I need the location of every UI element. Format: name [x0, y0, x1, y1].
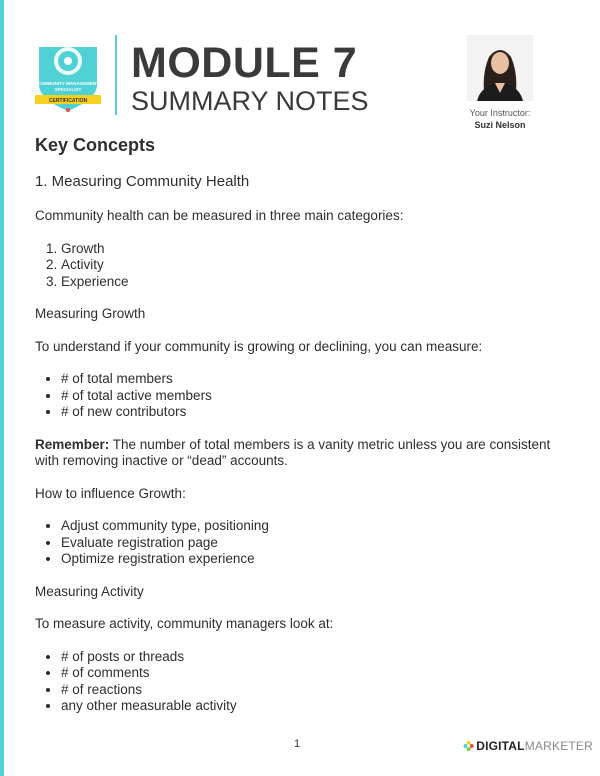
list-item: • # of new contributors [61, 404, 575, 421]
brand-marketer: MARKETER [524, 739, 593, 753]
flower-icon [463, 735, 474, 757]
list-item: 1. Growth [61, 241, 575, 258]
digital-marketer-logo [463, 733, 593, 759]
list-item: • # of total active members [61, 388, 575, 405]
instructor-label: Your Instructor: [469, 108, 531, 118]
brand-digital: DIGITAL [476, 739, 525, 753]
badge-ribbon-text: CERTIFICATION [48, 98, 88, 104]
growth-metrics-list [35, 371, 575, 421]
module-title: MODULE 7 [131, 39, 358, 87]
influence-list [35, 518, 575, 568]
page-number: 1 [294, 738, 301, 750]
accent-stripe [0, 0, 4, 776]
growth-heading: Measuring Growth [35, 306, 146, 321]
instructor-photo [467, 35, 533, 101]
remember-note [35, 437, 575, 470]
activity-metrics-list [35, 649, 575, 715]
summary-content [35, 134, 575, 731]
certification-badge-logo [33, 33, 103, 117]
header-divider [115, 35, 117, 115]
list-item: • # of posts or threads [61, 649, 575, 666]
list-item: • Optimize registration experience [61, 551, 575, 568]
list-item: 3. Experience [61, 274, 575, 291]
influence-heading: How to influence Growth: [35, 485, 186, 501]
list-item: • Evaluate registration page [61, 535, 575, 552]
list-item: • Adjust community type, positioning [61, 518, 575, 535]
remember-label: Remember: [35, 436, 110, 452]
intro-paragraph: Community health can be measured in three main categories: [35, 208, 404, 223]
section-heading: Key Concepts [35, 135, 156, 155]
activity-intro: To measure activity, community managers look at: [35, 616, 334, 631]
list-item: 2. Activity [61, 257, 575, 274]
activity-heading: Measuring Activity [35, 583, 144, 599]
list-item: • # of comments [61, 665, 575, 682]
remember-text: The number of total members is a vanity metric unless you are consistent with removing inactive or “dead” accounts. [35, 436, 551, 468]
growth-intro: To understand if your community is growing or declining, you can measure: [35, 338, 483, 354]
list-item: • any other measurable activity [61, 698, 575, 715]
svg-text:SPECIALIST: SPECIALIST [54, 87, 82, 92]
categories-list [35, 241, 575, 291]
badge-text: COMMUNITY MANAGEMENT [37, 81, 99, 86]
list-item: • # of reactions [61, 682, 575, 699]
instructor-name: Suzi Nelson [474, 120, 526, 130]
topic-heading: 1. Measuring Community Health [35, 173, 250, 190]
list-item: • # of total members [61, 371, 575, 388]
module-subtitle: SUMMARY NOTES [131, 86, 369, 116]
